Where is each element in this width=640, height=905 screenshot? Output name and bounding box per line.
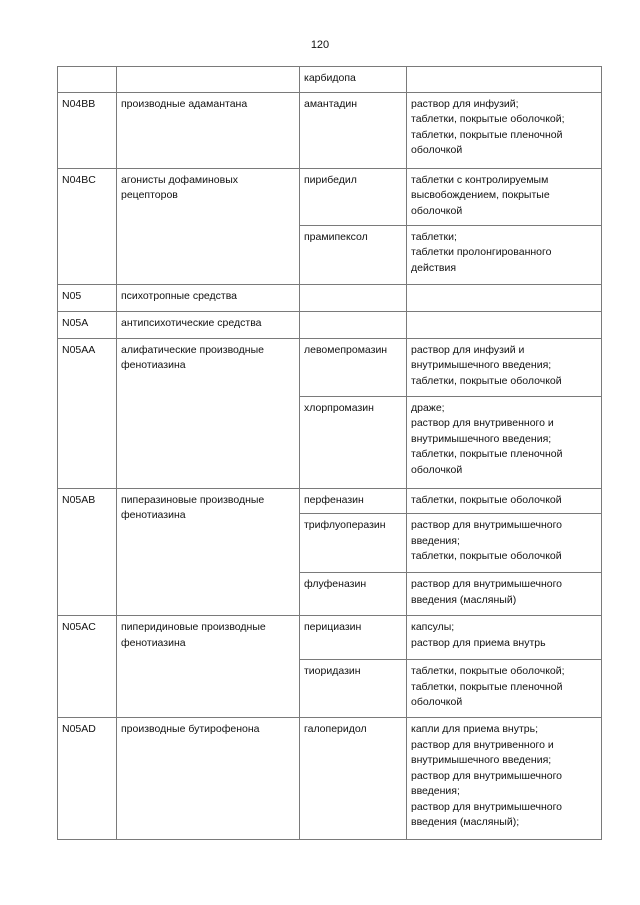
dosage-form: таблетки, покрытые пленочной оболочкой: [411, 128, 563, 156]
group-name-cell: пиперазиновые производные фенотиазина: [117, 488, 300, 616]
dosage-form: раствор для внутримышечного введения;: [411, 519, 563, 547]
drug-name-cell: прамипексол: [300, 225, 407, 284]
group-name-cell: [117, 67, 300, 93]
group-name-cell: пиперидиновые производные фенотиазина: [117, 616, 300, 718]
dosage-forms-cell: [407, 311, 602, 338]
dosage-forms-cell: [407, 168, 602, 225]
group-name-cell: агонисты дофаминовых рецепторов: [117, 168, 300, 284]
atc-code-cell: [58, 67, 117, 93]
drug-name-cell: хлорпромазин: [300, 396, 407, 488]
dosage-form: таблетки;: [411, 230, 457, 243]
page-number: 120: [310, 39, 330, 51]
table-row: [58, 168, 602, 225]
dosage-forms-cell: [407, 514, 602, 573]
dosage-form: капсулы;: [411, 621, 455, 633]
table-row: [58, 338, 602, 396]
dosage-form: драже;: [411, 401, 445, 414]
atc-code-cell: N05AB: [58, 488, 117, 616]
drug-name-cell: амантадин: [300, 92, 407, 168]
atc-code-cell: N04BC: [58, 168, 117, 284]
dosage-forms-cell: [407, 718, 602, 840]
drug-name-cell: галоперидол: [300, 718, 407, 840]
group-name-cell: психотропные средства: [117, 284, 300, 311]
drug-name-cell: пирибедил: [300, 168, 407, 225]
dosage-form: раствор для внутримышечного введения (масляный): [411, 578, 563, 606]
group-name-cell: производные адамантана: [117, 92, 300, 168]
dosage-forms-cell: [407, 573, 602, 616]
dosage-form: таблетки, покрытые оболочкой: [411, 493, 562, 506]
group-name-cell: антипсихотические средства: [117, 311, 300, 338]
dosage-form: раствор для внутримышечного введения (масляный);: [411, 800, 563, 828]
dosage-form: раствор для инфузий;: [411, 97, 519, 110]
dosage-form: раствор для внутривенного и внутримышечного введения;: [411, 738, 554, 766]
dosage-form: раствор для внутривенного и внутримышечного введения;: [411, 417, 554, 445]
atc-code-cell: N05A: [58, 311, 117, 338]
dosage-forms-cell: [407, 616, 602, 660]
dosage-form: раствор для внутримышечного введения;: [411, 769, 563, 797]
drug-name-cell: трифлуоперазин: [300, 514, 407, 573]
dosage-form: таблетки, покрытые оболочкой;: [411, 665, 565, 677]
table-row: [58, 284, 602, 311]
dosage-form: таблетки, покрытые пленочной оболочкой: [411, 680, 563, 708]
drug-name-cell: [300, 284, 407, 311]
drug-table: [57, 66, 602, 840]
drug-name-cell: карбидопа: [300, 67, 407, 93]
drug-name-cell: левомепромазин: [300, 338, 407, 396]
dosage-form: раствор для инфузий и внутримышечного введения;: [411, 343, 552, 371]
atc-code-cell: N04BB: [58, 92, 117, 168]
drug-name-cell: тиоридазин: [300, 660, 407, 718]
dosage-form: таблетки, покрытые оболочкой: [411, 550, 562, 562]
dosage-forms-cell: [407, 338, 602, 396]
dosage-form: раствор для приема внутрь: [411, 636, 546, 649]
atc-code-cell: N05AC: [58, 616, 117, 718]
dosage-forms-cell: [407, 396, 602, 488]
dosage-form: таблетки пролонгированного действия: [411, 246, 552, 274]
table-row: [58, 718, 602, 840]
dosage-form: таблетки, покрытые оболочкой;: [411, 113, 565, 125]
atc-code-cell: N05AD: [58, 718, 117, 840]
drug-name-cell: перфеназин: [300, 488, 407, 514]
table-row: [58, 92, 602, 168]
table-row: [58, 488, 602, 514]
dosage-forms-cell: [407, 67, 602, 93]
dosage-form: таблетки с контролируемым высвобождением, покрытые оболочкой: [411, 173, 550, 217]
dosage-form: капли для приема внутрь;: [411, 723, 538, 735]
dosage-forms-cell: [407, 92, 602, 168]
dosage-form: таблетки, покрытые оболочкой: [411, 374, 562, 387]
dosage-forms-cell: [407, 660, 602, 718]
table-row: [58, 67, 602, 93]
dosage-forms-cell: [407, 284, 602, 311]
dosage-form: таблетки, покрытые пленочной оболочкой: [411, 448, 563, 476]
drug-name-cell: флуфеназин: [300, 573, 407, 616]
group-name-cell: производные бутирофенона: [117, 718, 300, 840]
drug-name-cell: перициазин: [300, 616, 407, 660]
atc-code-cell: N05AA: [58, 338, 117, 488]
table-row: [58, 311, 602, 338]
table-row: [58, 616, 602, 660]
atc-code-cell: N05: [58, 284, 117, 311]
dosage-forms-cell: [407, 225, 602, 284]
dosage-forms-cell: [407, 488, 602, 514]
group-name-cell: алифатические производные фенотиазина: [117, 338, 300, 488]
drug-name-cell: [300, 311, 407, 338]
